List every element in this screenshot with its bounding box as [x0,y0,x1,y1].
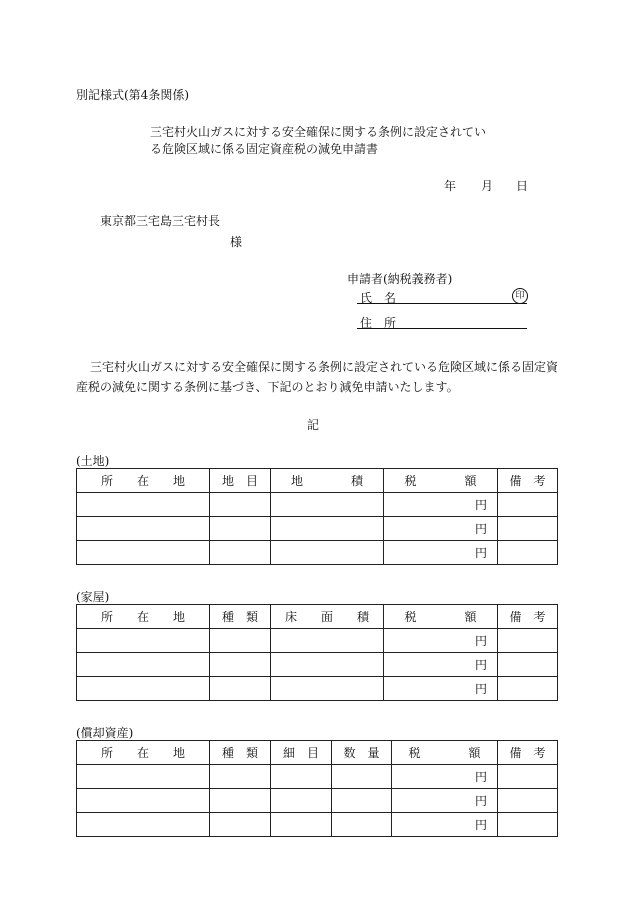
yen-cell[interactable]: 円 [384,541,498,565]
assets-table [76,740,558,837]
header-location: 所 在 地 [77,469,210,493]
house-table [76,604,558,701]
header-remarks: 備 考 [498,741,558,765]
header-land-category: 地 目 [210,469,271,493]
header-area: 地 積 [271,469,384,493]
header-type: 種 類 [210,605,271,629]
date-day: 日 [516,179,529,193]
seal-mark-icon: 印 [512,288,528,304]
table-row [77,517,558,541]
table-row [77,789,558,813]
yen-cell[interactable]: 円 [384,493,498,517]
name-line [357,303,527,304]
header-location: 所 在 地 [77,741,210,765]
table-row [77,677,558,701]
table-row [77,493,558,517]
header-detail: 細 目 [271,741,332,765]
yen-cell[interactable]: 円 [392,765,498,789]
body-line-1: 三宅村火山ガスに対する安全確保に関する条例に設定されている危険区域に係る固定資 [90,360,559,374]
date-year: 年 [444,179,457,193]
header-tax-amount: 税 額 [384,469,498,493]
applicant-heading: 申請者(納税義務者) [347,272,453,286]
addressee-name: 東京都三宅島三宅村長 [100,214,221,228]
header-remarks: 備 考 [498,469,558,493]
ki-heading: 記 [307,418,320,432]
land-table [76,468,558,565]
address-line [357,328,527,329]
header-type: 種 類 [210,741,271,765]
yen-cell[interactable]: 円 [392,813,498,837]
applicant-address-label: 住 所 [360,316,397,330]
table-header-row [77,741,558,765]
table-header-row [77,469,558,493]
table-row [77,629,558,653]
table-row [77,541,558,565]
header-quantity: 数 量 [332,741,392,765]
yen-cell[interactable]: 円 [384,677,498,701]
yen-cell[interactable]: 円 [384,629,498,653]
title-line-1: 三宅村火山ガスに対する安全確保に関する条例に設定されてい [150,125,487,139]
yen-cell[interactable]: 円 [392,789,498,813]
header-floor-area: 床 面 積 [271,605,384,629]
yen-cell[interactable]: 円 [384,653,498,677]
header-tax-amount: 税 額 [392,741,498,765]
addressee-honorific: 様 [230,235,243,249]
applicant-name-label: 氏 名 [360,291,397,305]
body-line-2: 産税の減免に関する条例に基づき、下記のとおり減免申請いたします。 [76,380,459,394]
table-row [77,813,558,837]
header-remarks: 備 考 [498,605,558,629]
yen-cell[interactable]: 円 [384,517,498,541]
house-section-label: (家屋) [76,590,110,604]
table-header-row [77,605,558,629]
date-month: 月 [481,179,494,193]
form-reference: 別記様式(第4条関係) [76,88,189,102]
assets-section-label: (償却資産) [76,726,134,740]
table-row [77,653,558,677]
header-location: 所 在 地 [77,605,210,629]
land-section-label: (土地) [76,454,110,468]
table-row [77,765,558,789]
title-line-2: る危険区域に係る固定資産税の減免申請書 [150,142,379,156]
header-tax-amount: 税 額 [384,605,498,629]
